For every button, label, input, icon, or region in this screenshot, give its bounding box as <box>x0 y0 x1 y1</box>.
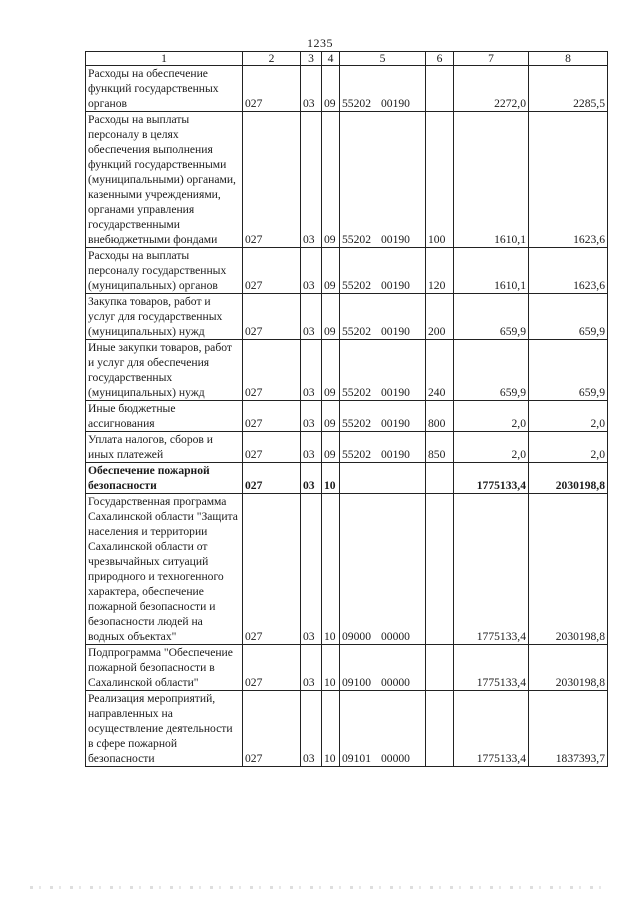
target-article-part-b: 00000 <box>380 676 410 689</box>
expense-type-cell: 850 <box>426 432 454 463</box>
amount-col7-cell: 659,9 <box>454 294 529 340</box>
ministry-code-cell: 027 <box>243 294 301 340</box>
subsection-code-cell: 09 <box>322 340 340 401</box>
target-article-part-a: 09000 <box>342 630 371 643</box>
ministry-code-cell: 027 <box>243 112 301 248</box>
row-name-cell: Обеспечение пожарной безопасности <box>86 463 243 494</box>
target-article-part-a: 55202 <box>342 97 371 110</box>
target-article-part-a: 09100 <box>342 676 371 689</box>
table-row <box>86 294 608 340</box>
table-row <box>86 494 608 645</box>
subsection-code-cell: 10 <box>322 645 340 691</box>
row-name-cell: Расходы на выплаты персоналу в целях обеспечения выполнения функций государственными (муниципальными) органами, казенными учреждениями, органами управления государственными внебюджетными фондами <box>86 112 243 248</box>
target-article-part-a: 55202 <box>342 233 371 246</box>
target-article-part-b: 00190 <box>380 325 410 338</box>
subsection-code-cell: 10 <box>322 494 340 645</box>
target-article-cell <box>340 691 426 767</box>
section-code-cell: 03 <box>301 248 322 294</box>
table-row <box>86 691 608 767</box>
header-col-6: 6 <box>426 52 454 66</box>
amount-col8-cell: 1623,6 <box>529 112 608 248</box>
row-name-cell: Иные бюджетные ассигнования <box>86 401 243 432</box>
subsection-code-cell: 09 <box>322 248 340 294</box>
amount-col8-cell: 2285,5 <box>529 66 608 112</box>
target-article-cell <box>340 494 426 645</box>
ministry-code-cell: 027 <box>243 494 301 645</box>
target-article-part-a: 55202 <box>342 386 371 399</box>
table-row <box>86 401 608 432</box>
page-number: 1235 <box>307 36 333 50</box>
section-code-cell: 03 <box>301 66 322 112</box>
table-row <box>86 340 608 401</box>
expense-type-cell <box>426 494 454 645</box>
row-name-cell: Расходы на выплаты персоналу государственных (муниципальных) органов <box>86 248 243 294</box>
subsection-code-cell: 10 <box>322 691 340 767</box>
amount-col8-cell: 2030198,8 <box>529 645 608 691</box>
section-code-cell: 03 <box>301 294 322 340</box>
expense-type-cell: 240 <box>426 340 454 401</box>
subsection-code-cell: 10 <box>322 463 340 494</box>
target-article-part-b: 00190 <box>380 233 410 246</box>
ministry-code-cell: 027 <box>243 401 301 432</box>
target-article-cell <box>340 401 426 432</box>
target-article-cell <box>340 112 426 248</box>
header-col-5: 5 <box>340 52 426 66</box>
header-col-7: 7 <box>454 52 529 66</box>
scan-artifact-line <box>30 886 610 889</box>
target-article-cell <box>340 66 426 112</box>
table-row <box>86 112 608 248</box>
target-article-part-a: 55202 <box>342 417 371 430</box>
section-code-cell: 03 <box>301 645 322 691</box>
subsection-code-cell: 09 <box>322 66 340 112</box>
target-article-cell <box>340 294 426 340</box>
subsection-code-cell: 09 <box>322 294 340 340</box>
amount-col7-cell: 1775133,4 <box>454 691 529 767</box>
section-code-cell: 03 <box>301 401 322 432</box>
amount-col8-cell: 659,9 <box>529 340 608 401</box>
target-article-part-b: 00000 <box>380 630 410 643</box>
header-col-3: 3 <box>301 52 322 66</box>
target-article-cell <box>340 248 426 294</box>
amount-col7-cell: 2,0 <box>454 401 529 432</box>
target-article-part-a: 55202 <box>342 448 371 461</box>
section-code-cell: 03 <box>301 432 322 463</box>
target-article-part-b: 00190 <box>380 97 410 110</box>
amount-col8-cell: 2,0 <box>529 401 608 432</box>
ministry-code-cell: 027 <box>243 691 301 767</box>
row-name-cell: Государственная программа Сахалинской области "Защита населения и территории Сахалинской области от чрезвычайных ситуаций природного и техногенного характера, обеспечение пожарной безопасности и безопасности людей на водных объектах" <box>86 494 243 645</box>
section-code-cell: 03 <box>301 340 322 401</box>
target-article-cell <box>340 645 426 691</box>
amount-col7-cell: 1610,1 <box>454 112 529 248</box>
ministry-code-cell: 027 <box>243 645 301 691</box>
target-article-part-a: 55202 <box>342 325 371 338</box>
amount-col7-cell: 1775133,4 <box>454 645 529 691</box>
target-article-part-b: 00190 <box>380 448 410 461</box>
amount-col7-cell: 2272,0 <box>454 66 529 112</box>
expense-type-cell <box>426 66 454 112</box>
ministry-code-cell: 027 <box>243 248 301 294</box>
expense-type-cell <box>426 691 454 767</box>
amount-col8-cell: 659,9 <box>529 294 608 340</box>
table-row <box>86 432 608 463</box>
header-col-4: 4 <box>322 52 340 66</box>
table-row <box>86 463 608 494</box>
table-row <box>86 645 608 691</box>
amount-col8-cell: 2030198,8 <box>529 463 608 494</box>
amount-col7-cell: 2,0 <box>454 432 529 463</box>
table-row <box>86 66 608 112</box>
target-article-cell <box>340 432 426 463</box>
subsection-code-cell: 09 <box>322 112 340 248</box>
header-col-2: 2 <box>243 52 301 66</box>
ministry-code-cell: 027 <box>243 340 301 401</box>
row-name-cell: Расходы на обеспечение функций государственных органов <box>86 66 243 112</box>
subsection-code-cell: 09 <box>322 432 340 463</box>
amount-col8-cell: 1837393,7 <box>529 691 608 767</box>
amount-col7-cell: 1610,1 <box>454 248 529 294</box>
section-code-cell: 03 <box>301 691 322 767</box>
section-code-cell: 03 <box>301 463 322 494</box>
amount-col8-cell: 1623,6 <box>529 248 608 294</box>
table-body <box>86 66 608 767</box>
header-col-8: 8 <box>529 52 608 66</box>
expense-type-cell: 100 <box>426 112 454 248</box>
row-name-cell: Подпрограмма "Обеспечение пожарной безопасности в Сахалинской области" <box>86 645 243 691</box>
table-row <box>86 248 608 294</box>
row-name-cell: Иные закупки товаров, работ и услуг для обеспечения государственных (муниципальных) нужд <box>86 340 243 401</box>
target-article-part-b: 00190 <box>380 417 410 430</box>
header-col-1: 1 <box>86 52 243 66</box>
section-code-cell: 03 <box>301 112 322 248</box>
expense-type-cell: 200 <box>426 294 454 340</box>
row-name-cell: Реализация мероприятий, направленных на осуществление деятельности в сфере пожарной безопасности <box>86 691 243 767</box>
section-code-cell: 03 <box>301 494 322 645</box>
target-article-part-a: 09101 <box>342 752 371 765</box>
subsection-code-cell: 09 <box>322 401 340 432</box>
amount-col7-cell: 1775133,4 <box>454 463 529 494</box>
target-article-part-a: 55202 <box>342 279 371 292</box>
ministry-code-cell: 027 <box>243 463 301 494</box>
row-name-cell: Уплата налогов, сборов и иных платежей <box>86 432 243 463</box>
expense-type-cell <box>426 463 454 494</box>
header-row <box>86 52 608 66</box>
row-name-cell: Закупка товаров, работ и услуг для государственных (муниципальных) нужд <box>86 294 243 340</box>
target-article-cell <box>340 463 426 494</box>
budget-table <box>85 51 608 767</box>
ministry-code-cell: 027 <box>243 66 301 112</box>
amount-col7-cell: 659,9 <box>454 340 529 401</box>
expense-type-cell: 120 <box>426 248 454 294</box>
target-article-part-b: 00000 <box>380 752 410 765</box>
ministry-code-cell: 027 <box>243 432 301 463</box>
expense-type-cell: 800 <box>426 401 454 432</box>
target-article-part-b: 00190 <box>380 279 410 292</box>
amount-col7-cell: 1775133,4 <box>454 494 529 645</box>
amount-col8-cell: 2030198,8 <box>529 494 608 645</box>
target-article-part-b: 00190 <box>380 386 410 399</box>
target-article-cell <box>340 340 426 401</box>
amount-col8-cell: 2,0 <box>529 432 608 463</box>
expense-type-cell <box>426 645 454 691</box>
